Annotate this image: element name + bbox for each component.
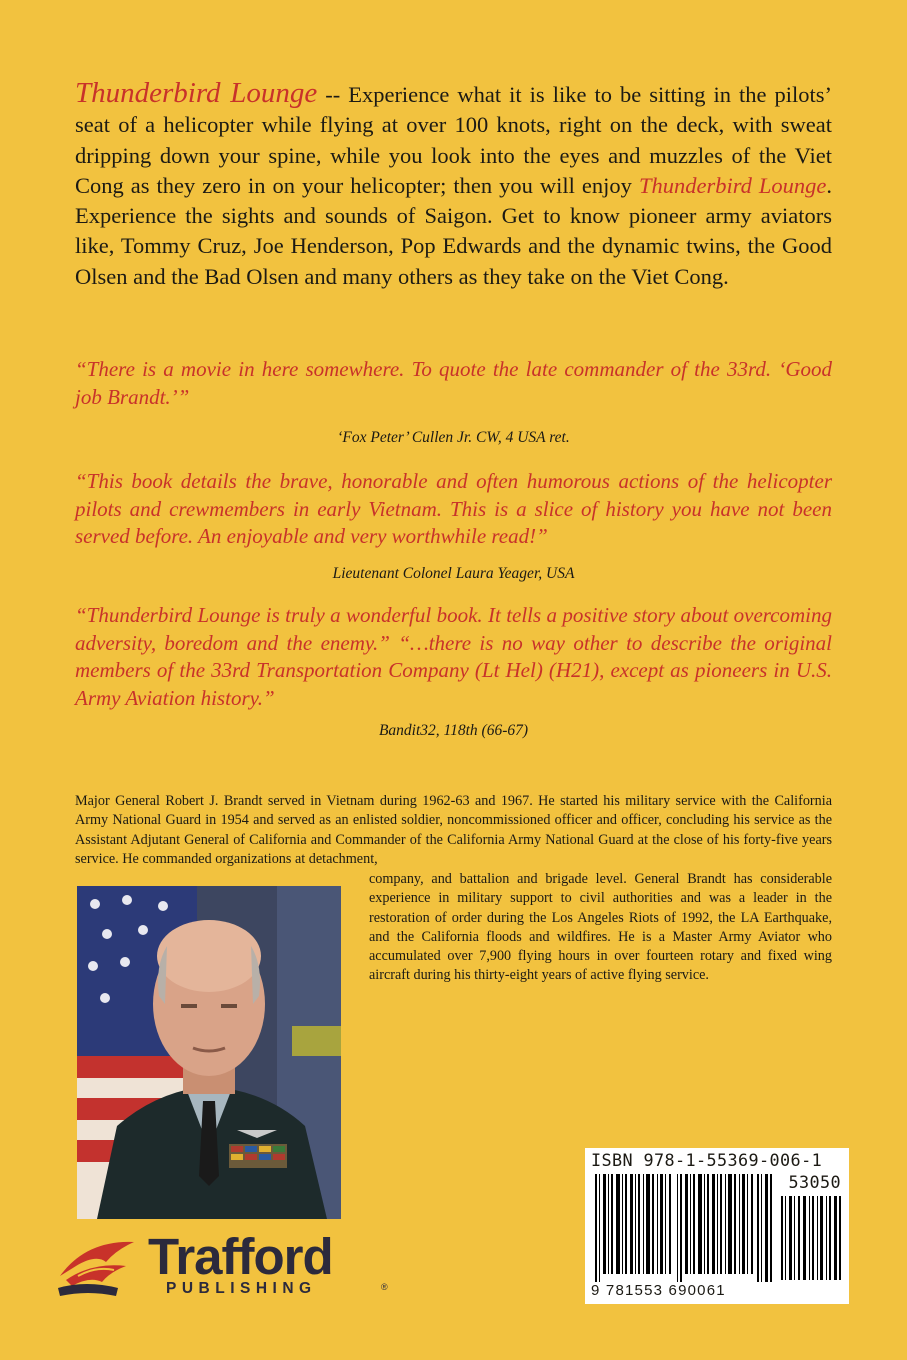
book-title-lead: Thunderbird Lounge xyxy=(75,77,318,109)
review-attribution-3: Bandit32, 118th (66-67) xyxy=(378,722,529,739)
review-quote-1: “There is a movie in here somewhere. To quote the late commander of the 33rd. ‘Good job Brandt.’” xyxy=(75,357,832,409)
review-quote-3: “Thunderbird Lounge is truly a wonderful book. It tells a positive story about overcoming adversity, boredom and the enemy.” “…there is no way other to describe the original members of the 33rd Transportation Company (Lt Hel) (H21), except as pioneers in U.S. Army Aviation history.” xyxy=(75,603,832,710)
price-barcode-bars xyxy=(781,1196,843,1280)
isbn-barcode xyxy=(585,1148,849,1304)
publisher-subtitle: PUBLISHING xyxy=(166,1280,317,1297)
blurb-text-part2: . Experience the sights and sounds of Saigon. Get to know pioneer army aviators like, Tommy Cruz, Joe Henderson, Pop Edwards and the dynamic twins, the Good Olsen and the Bad Olsen and many others as they take on the Viet Cong. xyxy=(75,172,832,289)
blurb-paragraph xyxy=(75,78,832,292)
review-quote-2: “This book details the brave, honorable and often humorous actions of the helicopter pilots and crewmembers in early Vietnam. This is a slice of history you have not been served before. An enjoyable and very worthwhile read!” xyxy=(75,469,832,549)
publisher-name: Trafford xyxy=(148,1228,333,1285)
barcode-bars xyxy=(595,1174,775,1282)
barcode-digits: 9 781553 690061 xyxy=(591,1282,726,1299)
author-bio-side: company, and battalion and brigade level. General Brandt has considerable experience in military support to civil authorities and was a leader in the restoration of order during the Los Angeles Riots of 1992, the LA Earthquake, and the California floods and wildfires. He is a Master Army Aviator who accumulated over 7,900 flying hours in over fourteen rotary and fixed wing aircraft during his thirty-eight years of active flying service. xyxy=(369,871,832,984)
isbn-number: ISBN 978-1-55369-006-1 xyxy=(591,1150,823,1170)
review-attribution-2: Lieutenant Colonel Laura Yeager, USA xyxy=(332,565,575,582)
author-photo xyxy=(77,886,341,1219)
author-bio-top: Major General Robert J. Brandt served in Vietnam during 1962-63 and 1967. He started his military service with the California Army National Guard in 1954 and served as an enlisted soldier, noncommissioned officer and officer, concluding his service as the Assistant Adjutant General of California and Commander of the California Army National Guard at the close of his forty-five years service. He commanded organizations at detachment, xyxy=(75,793,832,867)
publisher-logo-icon xyxy=(56,1236,148,1298)
registered-mark: ® xyxy=(381,1282,388,1292)
publisher-logo xyxy=(56,1228,401,1303)
price-code: 53050 xyxy=(788,1172,841,1192)
book-title-inline: Thunderbird Lounge xyxy=(638,172,827,198)
review-attribution-1: ‘Fox Peter’ Cullen Jr. CW, 4 USA ret. xyxy=(337,429,570,446)
blurb-text-part1: -- Experience what it is like to be sitting in the pilots’ seat of a helicopter while flying at over 100 knots, right on the deck, with sweat dripping down your spine, while you look into the eyes and muzzles of the Viet Cong as they zero in on your helicopter; then you will enjoy xyxy=(75,82,832,198)
